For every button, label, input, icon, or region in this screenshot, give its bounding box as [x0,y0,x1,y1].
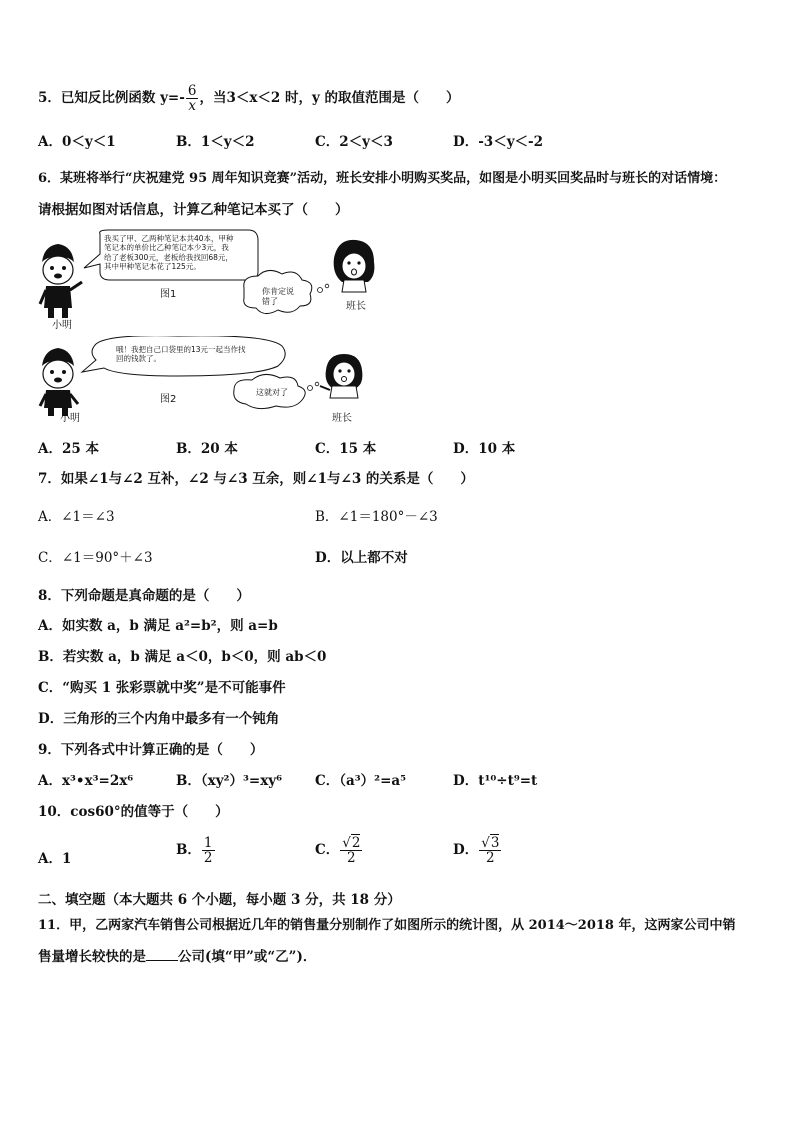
q10-option-d-label: D． [453,842,479,859]
q11-stem-line1: 11．甲，乙两家汽车销售公司根据近几年的销售量分别制作了如图所示的统计图，从 2014～2018 年，这两家公司中销 [38,918,736,933]
fig1-bubble-text [104,234,234,272]
q10-option-c-label: C． [315,842,340,859]
q5-suffix: ，当3＜x＜2 时，y 的取值范围是（ ） [199,90,460,107]
q11-answer-blank[interactable] [146,948,178,961]
fig2-right-name: 班长 [332,413,352,424]
q10-option-c[interactable] [315,836,363,865]
q5-fraction [186,84,199,113]
q9-option-b[interactable]: B．（xy²）³=xy⁶ [176,773,282,789]
q10-option-b-label: B． [176,842,201,859]
fig1-left-name: 小明 [52,320,72,331]
fig1-reply-text [262,287,294,307]
q9-option-d[interactable]: D．t¹⁰÷t⁹=t [453,773,538,789]
q6-stem-line1: 6．某班将举行“庆祝建党 95 周年知识竞赛”活动，班长安排小明购买奖品，如图是小明买回奖品时与班长的对话情境： [38,171,727,186]
xiaoming-figure-1 [40,244,82,318]
q10-c-num: 2 [351,835,361,851]
q8-option-c[interactable]: C．“购买 1 张彩票就中奖”是不可能事件 [38,680,286,696]
q10-option-d-fraction [479,836,501,865]
fig1-reply-line: 错了 [262,297,278,306]
fig1-caption: 图1 [160,289,177,300]
fig2-caption: 图2 [160,394,177,405]
q10-c-num-wrap: √2 [342,835,361,851]
q6-option-b[interactable]: B．20 本 [176,441,238,457]
q5-frac-num: 6 [187,83,197,99]
q5-option-a[interactable]: A．0＜y＜1 [38,134,116,150]
q11-line2-post: 公司(填“甲”或“乙”)． [178,949,317,965]
q7-stem: 7．如果∠1与∠2 互补，∠2 与∠3 互余，则∠1与∠3 的关系是（ ） [38,471,474,487]
q5-stem [38,84,460,113]
q5-frac-den: x [188,98,196,115]
fig2-left-name: 小明 [60,413,80,424]
section-heading: 二、填空题（本大题共 6 个小题，每小题 3 分，共 18 分） [38,892,401,908]
fig1-bubble-line: 我买了甲、乙两种笔记本共40本，甲种 [104,234,234,243]
q10-d-num-wrap: √3 [481,835,500,851]
q5-prefix: 5．已知反比例函数 y=- [38,90,185,107]
q11-line2-pre: 售量增长较快的是 [38,949,146,965]
q7-option-c[interactable]: C．∠1＝90°＋∠3 [38,550,153,566]
q10-d-den: 2 [486,850,495,867]
fig1-bubble-line: 笔记本的单价比乙种笔记本少3元，我 [104,243,229,253]
q8-option-b[interactable]: B．若实数 a，b 满足 a＜0，b＜0，则 ab＜0 [38,649,327,665]
q10-b-den: 2 [203,850,213,867]
q5-option-b[interactable]: B．1＜y＜2 [176,134,255,150]
fig1-right-name: 班长 [346,301,366,312]
q10-option-d[interactable] [453,836,502,865]
q10-option-b[interactable] [176,836,216,865]
q10-option-a[interactable]: A．1 [38,851,72,867]
q8-option-a[interactable]: A．如实数 a，b 满足 a²=b²，则 a=b [38,618,278,634]
q7-option-b[interactable]: B．∠1＝180°－∠3 [315,509,438,525]
q11-stem-line2 [38,945,316,965]
fig2-bubble-line: 哦！我把自己口袋里的13元一起当作找 [116,345,246,354]
q10-b-num: 1 [203,835,213,851]
q7-option-d[interactable]: D．以上都不对 [315,550,408,566]
q8-option-d[interactable]: D．三角形的三个内角中最多有一个钝角 [38,711,280,727]
banzhang-figure-1 [334,240,375,292]
q10-option-b-fraction [202,836,215,865]
q6-stem-line2: 请根据如图对话信息，计算乙种笔记本买了（ ） [38,202,349,218]
q7-option-a[interactable]: A．∠1＝∠3 [38,509,115,525]
fig1-reply-line: 你肯定说 [262,287,294,296]
q10-d-num: 3 [490,835,500,851]
q6-option-c[interactable]: C．15 本 [315,441,377,457]
xiaoming-figure-2 [40,348,78,416]
q10-c-den: 2 [347,850,356,867]
q9-option-c[interactable]: C．（a³）²=a⁵ [315,773,407,789]
fig2-reply-text: 这就对了 [256,388,288,397]
fig2-bubble-text [116,345,246,364]
q9-stem: 9．下列各式中计算正确的是（ ） [38,742,264,758]
q6-option-a[interactable]: A．25 本 [38,441,99,457]
q8-stem: 8．下列命题是真命题的是（ ） [38,588,250,604]
q10-stem: 10．cos60°的值等于（ ） [38,804,229,820]
banzhang-figure-2 [320,354,362,398]
q10-option-c-fraction [340,836,362,865]
q6-option-d[interactable]: D．10 本 [453,441,516,457]
q9-option-a[interactable]: A．x³•x³=2x⁶ [38,773,134,789]
q5-option-d[interactable]: D．-3＜y＜-2 [453,134,544,150]
fig2-bubble-line: 回的钱款了。 [116,354,161,364]
q5-option-c[interactable]: C．2＜y＜3 [315,134,393,150]
fig1-bubble-line: 给了老板300元，老板给我找回68元， [104,252,233,262]
fig1-bubble-line: 其中甲种笔记本花了125元。 [104,262,201,272]
